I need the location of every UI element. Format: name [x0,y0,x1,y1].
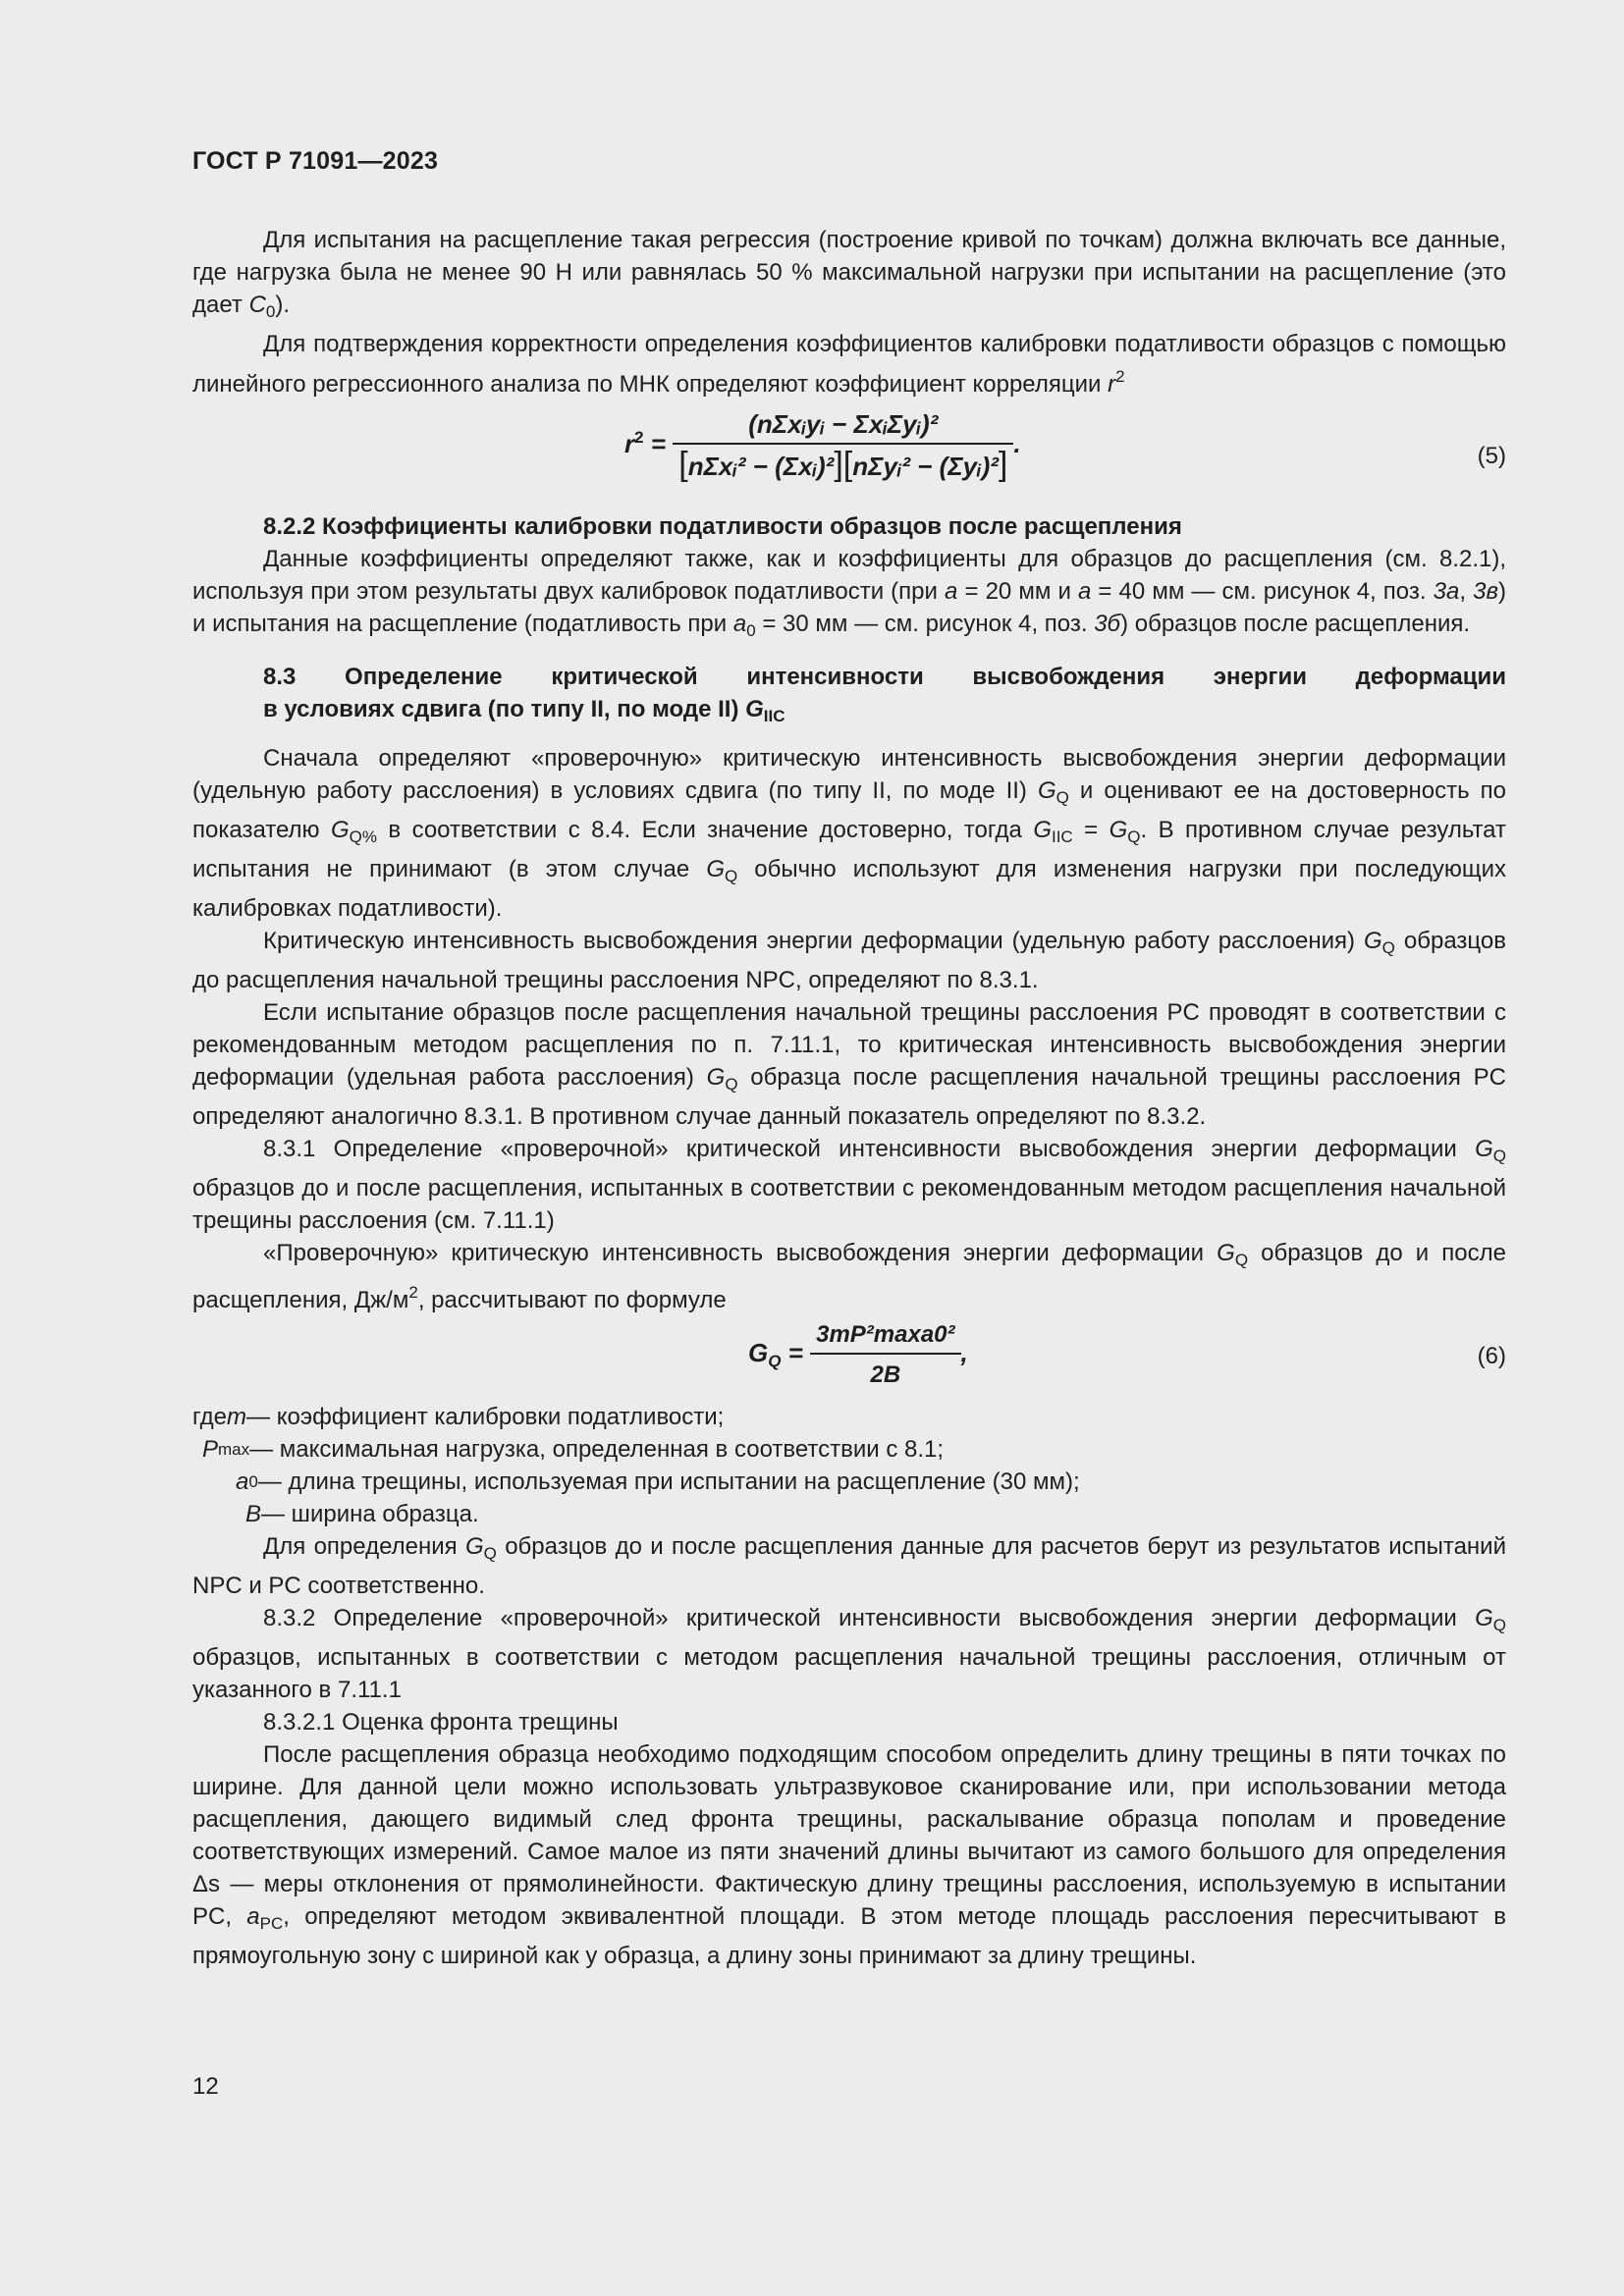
formula-5-denominator-b: nΣyᵢ² − (Σyᵢ)² [852,452,999,481]
formula-6: $G_Q$ = $\frac{\text{3mP²maxa0²}}{2B}$ , (6) [192,1316,1506,1401]
formula-5: $r^2$ = $\frac{\text{(nΣxᵢyᵢ − ΣxᵢΣyᵢ)²}}{\text{[nΣxᵢ² − (Σxᵢ)²][nΣyᵢ² − (Σyᵢ)²]}}$ . (5) [624,409,1506,483]
paragraph-8-3-1: 8.3.1 Определение «проверочной» критической интенсивности высвобождения энергии деформации $G_Q$ образцов до и после расщепления, испытанных в соответствии с рекомендованным методом расщепления начальной трещины расслоения (см. 7.11.1) [192,1136,1506,1234]
formula-5-lhs: r [624,428,635,458]
formula-5-denominator-a: nΣxᵢ² − (Σxᵢ)² [687,452,835,481]
paragraph-formula-intro: «Проверочную» критическую интенсивность высвобождения энергии деформации $G_Q$ образцов до и после расщепления, $Дж/м^2$, рассчитывают по формуле [192,1240,1506,1313]
paragraph-critical-npc: Критическую интенсивность высвобождения энергии деформации (удельную работу расслоения) $G_Q$ образцов до расщепления начальной трещины расслоения NPC, определяют по 8.3.1. [192,928,1507,993]
formula-5-numerator: (nΣxᵢyᵢ − ΣxᵢΣyᵢ)² [748,409,939,439]
paragraph-critical-pc: Если испытание образцов после расщепления начальной трещины расслоения PC проводят в соответствии с рекомендованным методом расщепления по п. 7.11.1, то критическая интенсивность высвобождения энергии деформации (удельная работа расслоения) $G_Q$ образца после расщепления начальной трещины расслоения PC определяют аналогично 8.3.1. В противном случае данный показатель определяют по 8.3.2. [192,999,1506,1130]
paragraph-crack-front: После расщепления образца необходимо подходящим способом определить длину трещины в пяти точках по ширине. Для данной цели можно использовать ультразвуковое сканирование или, при использовании метода расщепления, дающего видимый след фронта трещины, раскалывание образца пополам и проведение соответствующих измерений. Самое малое из пяти значений длины вычитают из самого большого для определения Δs — меры отклонения от прямолинейности. Фактическую длину трещины расслоения, используемую в испытании PC, $a_{PC}$, определяют методом эквивалентной площади. В этом методе площадь расслоения пересчитывают в прямоугольную зону с шириной как у образца, а длину зоны принимают за длину трещины. [192,1741,1506,1969]
formula-6-numerator: 3mP²maxa0² [816,1321,955,1348]
body-text [192,224,1506,1972]
paragraph-8-3-2: 8.3.2 Определение «проверочной» критической интенсивности высвобождения энергии деформации $G_Q$ образцов, испытанных в соответствии с методом расщепления начальной трещины расслоения, отличным от указанного в 7.11.1 [192,1605,1506,1703]
page-number: 12 [192,2073,219,2100]
formula-6-number: (6) [1477,1343,1506,1369]
paragraph-correlation: Для подтверждения корректности определения коэффициентов калибровки податливости образцов с помощью линейного регрессионного анализа по МНК определяют коэффициент корреляции $r^2$ [192,331,1506,398]
paragraph-8-2-2: Данные коэффициенты определяют также, как и коэффициенты для образцов до расщепления (см. 8.2.1), используя при этом результаты двух калибровок податливости (при a = 20 мм и a = 40 мм — см. рисунок 4, поз. 3а, 3в) и испытания на расщепление (податливость при $a_0 = 30$ мм — см. рисунок 4, поз. 3б) образцов после расщепления. [192,546,1506,640]
section-8-2-2-title: 8.2.2 Коэффициенты калибровки податливости образцов после расщепления [263,513,1182,540]
paragraph-data-source: Для определения $G_Q$ образцов до и после расщепления данные для расчетов берут из результатов испытаний NPC и PC соответственно. [192,1533,1506,1599]
formula-5-number: (5) [1477,443,1506,469]
section-8-3-title-line2: в условиях сдвига (по типу II, по моде II) $G_{IIC}$ [263,696,785,725]
paragraph-8-3-2-1-title: 8.3.2.1 Оценка фронта трещины [263,1709,619,1735]
variable-definitions: где m — коэффициент калибровки податливости; P max — максимальная нагрузка, определенная в соответствии с 8.1; a 0 — длина трещины, используемая при испытании на расщепление (30 мм); B — ширина образца. [192,1404,1080,1527]
section-8-3-title-line1: 8.3 Определение критической интенсивности высвобождения энергии деформации [263,664,1506,690]
paragraph-regression: Для испытания на расщепление такая регрессия (построение кривой по точкам) должна включать все данные, где нагрузка была не менее 90 Н или равнялась 50 % максимальной нагрузки при испытании на расщепление (это дает $C_0$). [192,227,1506,321]
document-header: ГОСТ Р 71091—2023 [192,147,439,175]
paragraph-8-3-intro: Сначала определяют «проверочную» критическую интенсивность высвобождения энергии деформации (удельную работу расслоения) в условиях сдвига (по типу II, по моде II) $G_Q$ и оценивают ее на достоверность по показателю $G_{Q\%}$ в соответствии с 8.4. Если значение достоверно, тогда $G_{IIC} = G_Q$. В противном случае результат испытания не принимают (в этом случае $G_Q$ обычно используют для изменения нагрузки при последующих калибровках податливости). [192,745,1506,922]
formula-6-denominator: 2B [810,1353,960,1391]
